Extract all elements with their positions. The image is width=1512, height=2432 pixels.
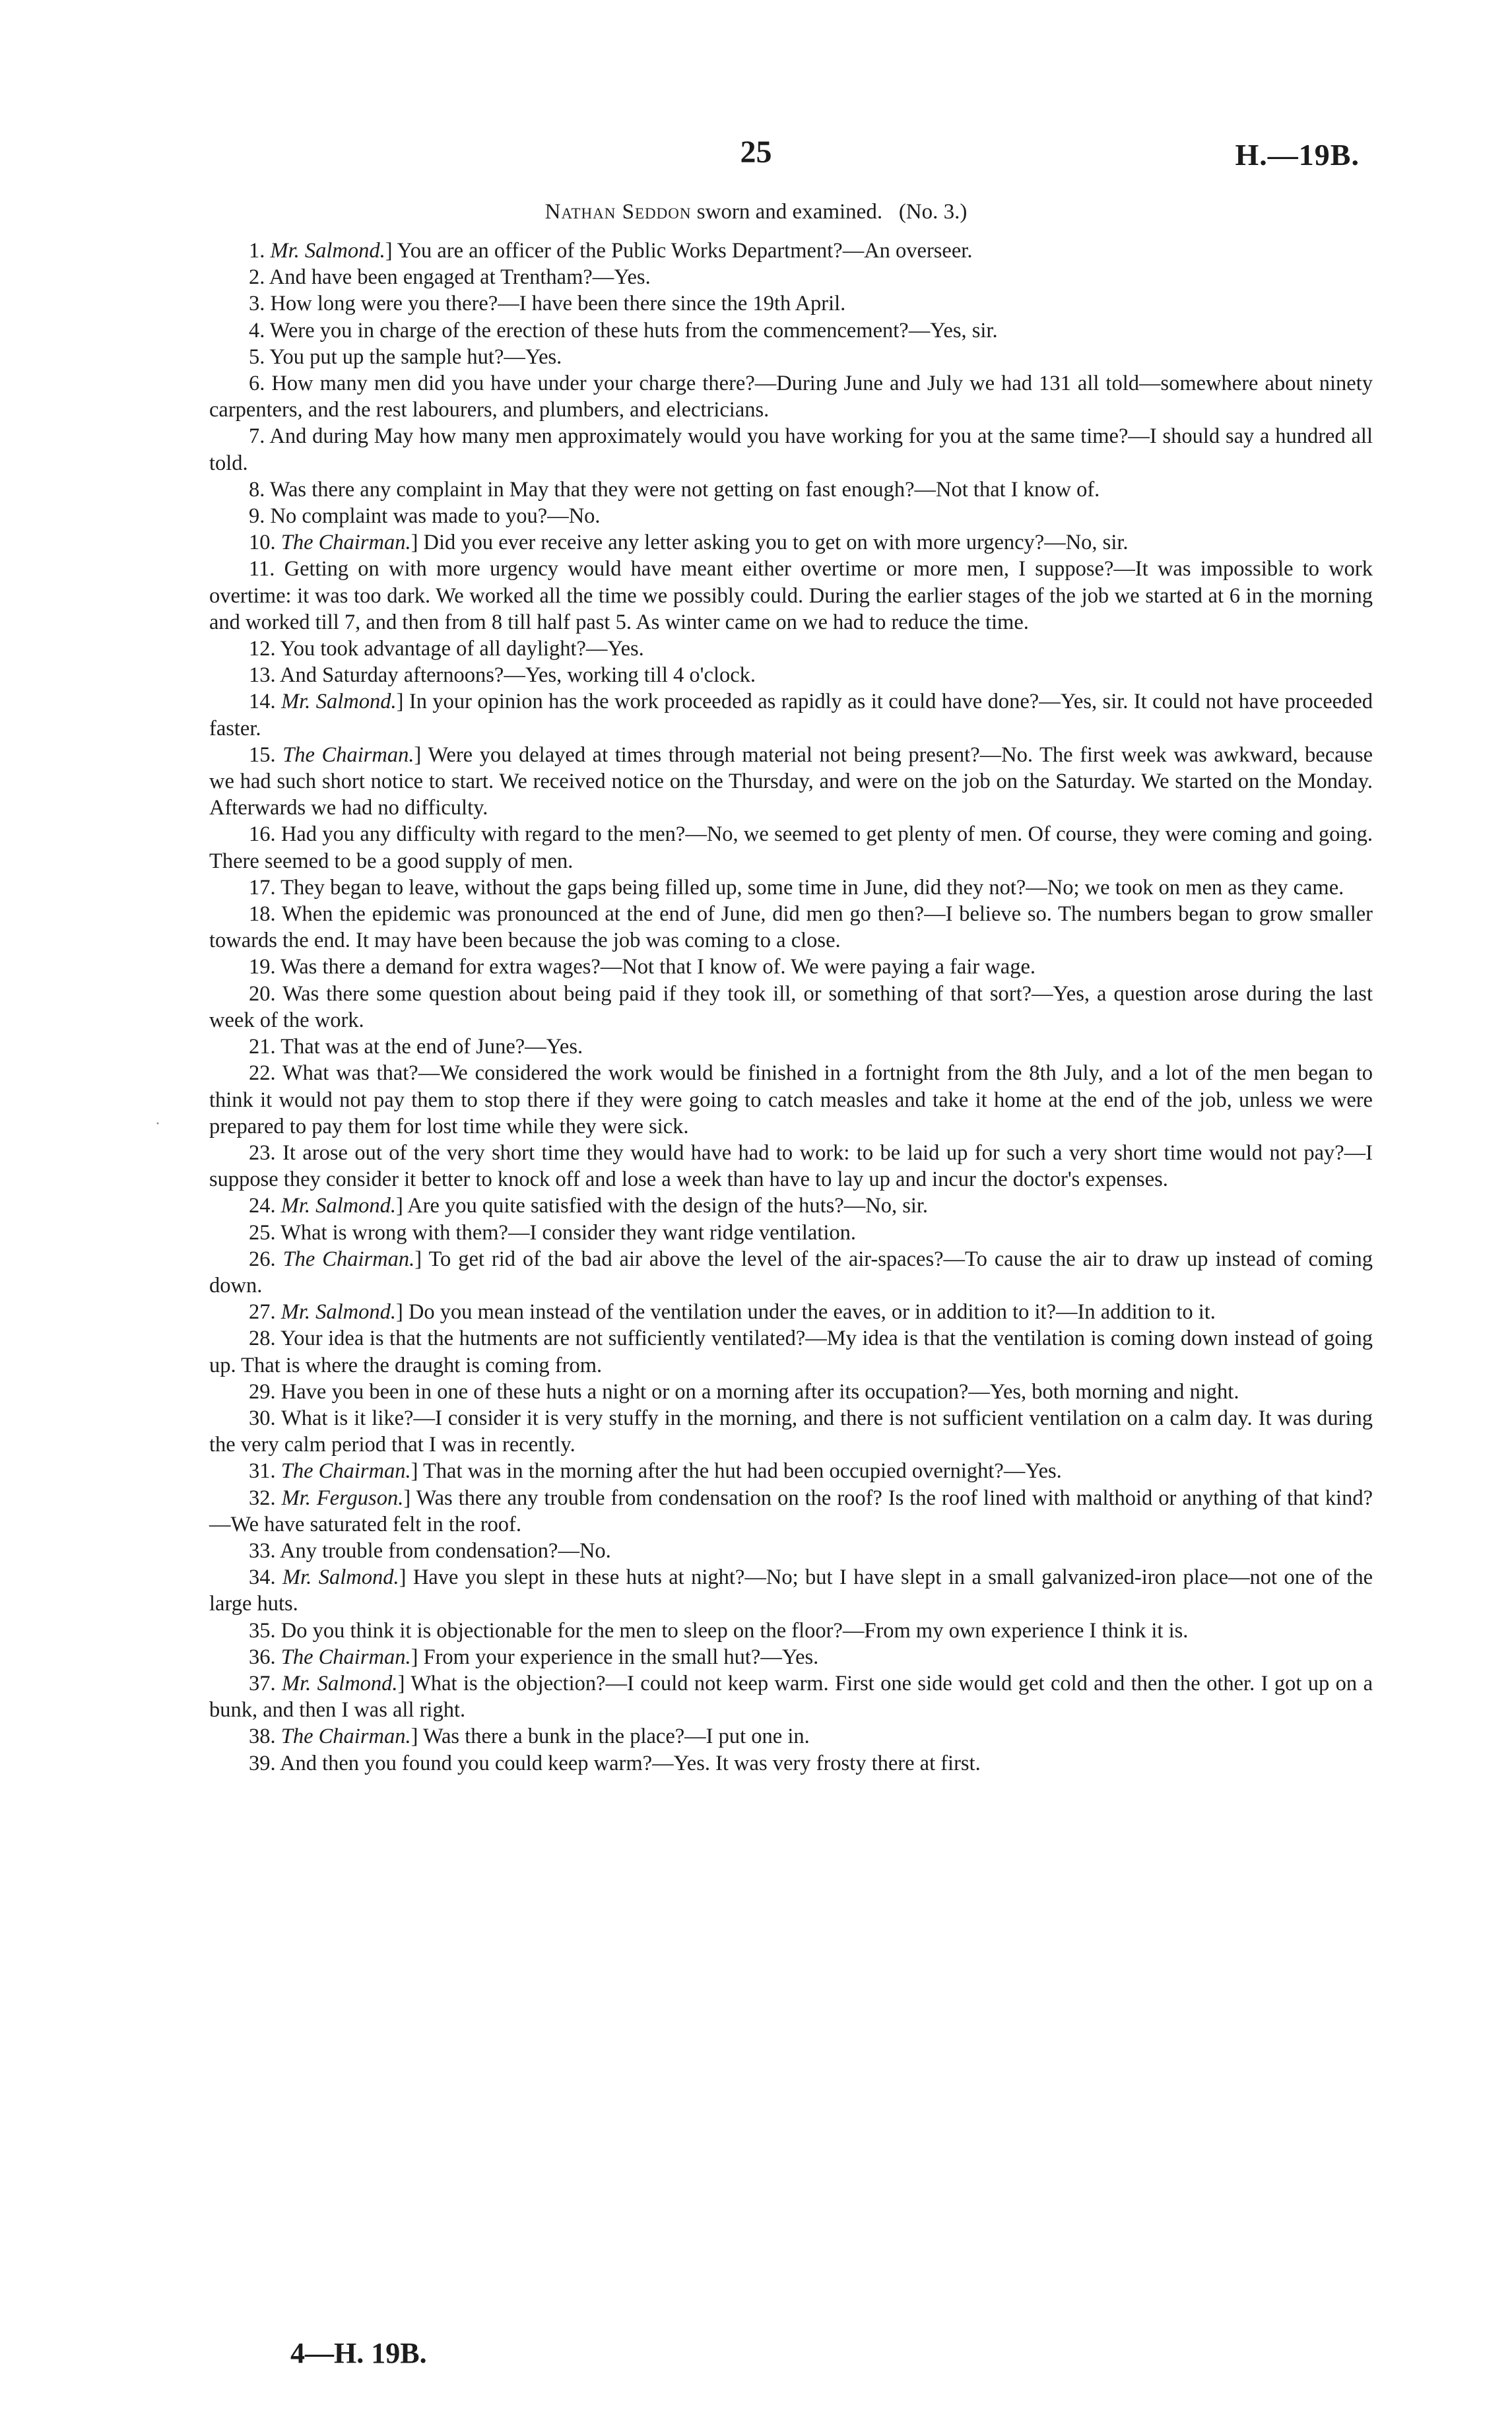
testimony-paragraph: [209, 1140, 1373, 1193]
testimony-paragraph: [209, 1564, 1373, 1617]
testimony-paragraph: [209, 529, 1373, 556]
question-number: 11.: [249, 557, 275, 581]
testimony-paragraph: [209, 1405, 1373, 1458]
question-number: 37.: [249, 1671, 276, 1695]
speaker-name: Mr. Salmond.: [282, 1671, 398, 1695]
witness-heading: [0, 200, 1512, 224]
footer-code: 4—H. 19B.: [290, 2337, 427, 2369]
speaker-name: Mr. Salmond.: [280, 1300, 396, 1325]
testimony-paragraph: [209, 1485, 1373, 1538]
speaker-name: The Chairman.: [280, 531, 411, 555]
question-number: 16.: [249, 822, 276, 847]
testimony-paragraph: [209, 370, 1373, 423]
paragraph-text: You took advantage of all daylight?—Yes.: [280, 637, 644, 661]
paragraph-text: That was at the end of June?—Yes.: [280, 1035, 583, 1059]
speaker-name: The Chairman.: [280, 1725, 411, 1749]
testimony-paragraph: [209, 238, 1373, 264]
question-number: 26.: [249, 1247, 276, 1271]
question-number: 2.: [249, 265, 265, 290]
paragraph-text: How long were you there?—I have been there since the 19th April.: [270, 292, 846, 316]
question-number: 13.: [249, 663, 276, 688]
question-number: 28.: [249, 1327, 276, 1351]
question-number: 31.: [249, 1459, 276, 1484]
paragraph-text: ] Are you quite satisfied with the design of the huts?—No, sir.: [396, 1194, 929, 1218]
paragraph-text: Were you in charge of the erection of these huts from the commencement?—Yes, sir.: [269, 318, 998, 343]
paragraph-text: Was there some question about being paid if they took ill, or something of that sort?—Yes, a question arose during the last week of the work.: [209, 981, 1373, 1032]
question-number: 9.: [249, 504, 265, 529]
speaker-name: Mr. Ferguson.: [281, 1486, 404, 1510]
testimony-paragraph: [209, 317, 1373, 344]
paragraph-text: What is wrong with them?—I consider they want ridge ventilation.: [280, 1220, 857, 1245]
testimony-paragraph: [209, 1723, 1373, 1750]
question-number: 38.: [249, 1725, 276, 1749]
testimony-paragraph: [209, 981, 1373, 1034]
paragraph-text: Do you think it is objectionable for the men to sleep on the floor?—From my own experience I think it is.: [280, 1618, 1189, 1643]
testimony-paragraph: [209, 1458, 1373, 1484]
testimony-paragraph: [209, 1618, 1373, 1644]
testimony-paragraph: [209, 264, 1373, 290]
paragraph-text: Your idea is that the hutments are not sufficiently ventilated?—My idea is that the ventilation is coming down instead of going up. That is where the draught is coming from.: [209, 1327, 1373, 1377]
testimony-paragraph: [209, 636, 1373, 662]
question-number: 24.: [249, 1194, 276, 1218]
paragraph-text: And have been engaged at Trentham?—Yes.: [269, 265, 651, 290]
testimony-paragraph: [209, 1299, 1373, 1325]
paragraph-text: And then you found you could keep warm?—Yes. It was very frosty there at first.: [279, 1751, 981, 1775]
testimony-paragraph: [209, 1379, 1373, 1405]
speaker-name: The Chairman.: [280, 1459, 411, 1484]
heading-rest: sworn and examined. (No. 3.): [691, 200, 968, 224]
testimony-paragraph: [209, 344, 1373, 370]
paragraph-text: What is it like?—I consider it is very stuffy in the morning, and there is not sufficient ventilation on a calm day. It was during the very calm period that I was in recently.: [209, 1406, 1373, 1457]
testimony-paragraph: [209, 874, 1373, 901]
question-number: 34.: [249, 1565, 276, 1590]
paragraph-text: Had you any difficulty with regard to the men?—No, we seemed to get plenty of men. Of course, they were coming and going. There seemed to be a good supply of men.: [209, 822, 1373, 873]
page-number: 25: [740, 135, 772, 170]
question-number: 23.: [249, 1140, 276, 1165]
question-number: 8.: [249, 477, 265, 502]
paragraph-text: ] Was there a bunk in the place?—I put one in.: [411, 1725, 810, 1749]
testimony-paragraph: [209, 821, 1373, 874]
question-number: 18.: [249, 902, 276, 927]
testimony-paragraph: [209, 423, 1373, 476]
testimony-paragraph: [209, 1246, 1373, 1299]
paragraph-text: Was there any complaint in May that they were not getting on fast enough?—Not that I know of.: [269, 477, 1100, 502]
witness-name: Nathan Seddon: [544, 200, 692, 224]
paragraph-text: ] In your opinion has the work proceeded as rapidly as it could have done?—Yes, sir. It could not have proceeded faster.: [209, 690, 1373, 740]
paragraph-text: How many men did you have under your charge there?—During June and July we had 131 all told—somewhere about ninety carpenters, and the rest labourers, and plumbers, and electricians.: [209, 372, 1373, 422]
testimony-paragraph: [209, 688, 1373, 741]
question-number: 12.: [249, 637, 276, 661]
paragraph-text: Any trouble from condensation?—No.: [279, 1538, 611, 1563]
testimony-paragraph: [209, 1325, 1373, 1378]
paragraph-text: ] Was there any trouble from condensation on the roof? Is the roof lined with malthoid or anything of that kind?—We have saturated felt in the roof.: [209, 1486, 1373, 1536]
testimony-paragraph: [209, 1060, 1373, 1140]
paragraph-text: ] What is the objection?—I could not keep warm. First one side would get cold and then the other. I got up on a bunk, and then I was all right.: [209, 1671, 1373, 1723]
testimony-paragraph: [209, 290, 1373, 317]
testimony-paragraph: [209, 742, 1373, 822]
question-number: 10.: [249, 531, 276, 555]
question-number: 14.: [249, 690, 276, 714]
question-number: 1.: [249, 239, 265, 263]
testimony-paragraph: [209, 1220, 1373, 1246]
question-number: 39.: [249, 1751, 276, 1775]
paragraph-text: When the epidemic was pronounced at the end of June, did men go then?—I believe so. The numbers began to grow smaller towards the end. It may have been because the job was coming to a close.: [209, 902, 1373, 953]
speaker-name: The Chairman.: [280, 1645, 411, 1669]
paragraph-text: ] Have you slept in these huts at night?—No; but I have slept in a small galvanized-iron place—not one of the large huts.: [209, 1565, 1373, 1616]
paragraph-text: ] You are an officer of the Public Works Department?—An overseer.: [385, 239, 973, 263]
question-number: 19.: [249, 955, 276, 979]
speaker-name: Mr. Salmond.: [270, 239, 385, 263]
paragraph-text: You put up the sample hut?—Yes.: [269, 345, 562, 369]
question-number: 17.: [249, 875, 276, 900]
question-number: 5.: [249, 345, 265, 369]
speaker-name: Mr. Salmond.: [280, 1194, 396, 1218]
paragraph-text: Getting on with more urgency would have meant either overtime or more men, I suppose?—It was impossible to work overtime: it was too dark. We worked all the time we possibly could. During the earlier stages of the job we started at 6 in the morning and worked till 7, and then from 8 till half past 5. As winter came on we had to reduce the time.: [209, 557, 1373, 634]
testimony-paragraph: [209, 1538, 1373, 1564]
paragraph-text: ] That was in the morning after the hut had been occupied overnight?—Yes.: [411, 1459, 1062, 1484]
question-number: 25.: [249, 1220, 276, 1245]
question-number: 22.: [249, 1061, 276, 1086]
testimony-paragraph: [209, 954, 1373, 980]
testimony-body: [209, 238, 1373, 1777]
paragraph-text: And during May how many men approximately would you have working for you at the same time?—I should say a hundred all told.: [209, 424, 1373, 475]
paragraph-text: They began to leave, without the gaps being filled up, some time in June, did they not?—No; we took on men as they came.: [280, 875, 1344, 900]
paragraph-text: ] Did you ever receive any letter asking you to get on with more urgency?—No, sir.: [411, 531, 1129, 555]
testimony-paragraph: [209, 901, 1373, 954]
testimony-paragraph: [209, 662, 1373, 688]
question-number: 7.: [249, 424, 265, 449]
paragraph-text: ] From your experience in the small hut?—Yes.: [411, 1645, 819, 1669]
question-number: 36.: [249, 1645, 276, 1669]
paragraph-text: Have you been in one of these huts a night or on a morning after its occupation?—Yes, both morning and night.: [280, 1379, 1239, 1404]
testimony-paragraph: [209, 477, 1373, 503]
paragraph-text: No complaint was made to you?—No.: [270, 504, 601, 529]
speaker-name: Mr. Salmond.: [282, 1565, 399, 1590]
speaker-name: The Chairman.: [282, 742, 414, 767]
margin-mark: ·: [155, 1115, 160, 1133]
question-number: 21.: [249, 1035, 276, 1059]
question-number: 33.: [249, 1538, 276, 1563]
testimony-paragraph: [209, 1193, 1373, 1219]
question-number: 6.: [249, 372, 265, 396]
question-number: 35.: [249, 1618, 276, 1643]
question-number: 20.: [249, 981, 276, 1006]
question-number: 29.: [249, 1379, 276, 1404]
document-code: H.—19B.: [1235, 138, 1360, 172]
testimony-paragraph: [209, 1034, 1373, 1060]
question-number: 15.: [249, 742, 276, 767]
paragraph-text: ] To get rid of the bad air above the level of the air-spaces?—To cause the air to draw up instead of coming down.: [209, 1247, 1373, 1298]
testimony-paragraph: [209, 1670, 1373, 1723]
speaker-name: Mr. Salmond.: [281, 690, 397, 714]
paragraph-text: And Saturday afternoons?—Yes, working till 4 o'clock.: [279, 663, 756, 688]
speaker-name: The Chairman.: [282, 1247, 415, 1271]
paragraph-text: ] Were you delayed at times through material not being present?—No. The first week was awkward, because we had such short notice to start. We received notice on the Thursday, and were on the job on the Saturday. We started on the Monday. Afterwards we had no difficulty.: [209, 742, 1373, 820]
question-number: 27.: [249, 1300, 276, 1325]
paragraph-text: It arose out of the very short time they would have had to work: to be laid up for such a very short time would not pay?—I suppose they consider it better to knock off and lose a week than have to lay up and incur the doctor's expenses.: [209, 1140, 1373, 1192]
paragraph-text: ] Do you mean instead of the ventilation under the eaves, or in addition to it?—In addition to it.: [396, 1300, 1216, 1325]
paragraph-text: Was there a demand for extra wages?—Not that I know of. We were paying a fair wage.: [280, 955, 1036, 979]
paragraph-text: What was that?—We considered the work would be finished in a fortnight from the 8th July, and a lot of the men began to think it would not pay them to stop there if they were going to catch measles and take it home at the end of the job, unless we were prepared to pay them for lost time while they were sick.: [209, 1061, 1373, 1138]
testimony-paragraph: [209, 1750, 1373, 1777]
question-number: 4.: [249, 318, 265, 343]
question-number: 3.: [249, 292, 265, 316]
question-number: 30.: [249, 1406, 276, 1430]
question-number: 32.: [249, 1486, 276, 1510]
testimony-paragraph: [209, 556, 1373, 636]
testimony-paragraph: [209, 1644, 1373, 1670]
testimony-paragraph: [209, 503, 1373, 529]
